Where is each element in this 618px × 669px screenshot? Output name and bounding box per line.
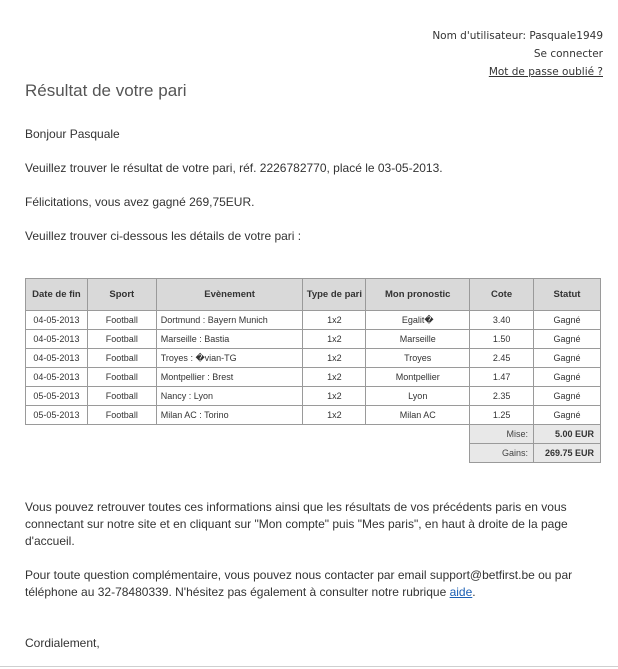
info-paragraph: Vous pouvez retrouver toutes ces informations ainsi que les résultats de vos précédents paris en vous connectant sur notre site et en cliquant sur "Mon compte" puis "Mes paris", en haut à droite de la page d'accueil. bbox=[25, 500, 568, 548]
account-box bbox=[432, 27, 603, 81]
stake-value: 5.00 EUR bbox=[534, 425, 601, 444]
cell-event: Dortmund : Bayern Munich bbox=[156, 311, 303, 330]
cell-pick: Marseille bbox=[366, 330, 470, 349]
cell-odds: 1.47 bbox=[470, 368, 534, 387]
cell-type: 1x2 bbox=[303, 406, 366, 425]
cell-type: 1x2 bbox=[303, 349, 366, 368]
winnings-label: Gains: bbox=[470, 444, 534, 463]
cell-status: Gagné bbox=[534, 349, 601, 368]
cell-type: 1x2 bbox=[303, 368, 366, 387]
username-label: Nom d'utilisateur: Pasquale1949 bbox=[432, 30, 603, 42]
cell-pick: Egalit� bbox=[366, 311, 470, 330]
cell-event: Troyes : �vian-TG bbox=[156, 349, 303, 368]
winnings-value: 269.75 EUR bbox=[534, 444, 601, 463]
col-date-header: Date de fin bbox=[26, 279, 88, 311]
cell-odds: 2.45 bbox=[470, 349, 534, 368]
contact-text-end: . bbox=[472, 585, 476, 599]
cell-odds: 3.40 bbox=[470, 311, 534, 330]
table-row bbox=[26, 368, 601, 387]
stake-label: Mise: bbox=[470, 425, 534, 444]
cell-status: Gagné bbox=[534, 311, 601, 330]
contact-paragraph bbox=[25, 567, 600, 601]
col-event-header: Evènement bbox=[156, 279, 303, 311]
forgot-password-link[interactable]: Mot de passe oublié ? bbox=[488, 66, 603, 78]
cell-sport: Football bbox=[87, 311, 156, 330]
table-header-row bbox=[26, 279, 601, 311]
cell-date: 04-05-2013 bbox=[26, 311, 88, 330]
greeting: Bonjour Pasquale bbox=[25, 127, 120, 141]
cell-status: Gagné bbox=[534, 406, 601, 425]
cell-status: Gagné bbox=[534, 368, 601, 387]
cell-odds: 2.35 bbox=[470, 387, 534, 406]
cell-event: Montpellier : Brest bbox=[156, 368, 303, 387]
cell-pick: Milan AC bbox=[366, 406, 470, 425]
cell-sport: Football bbox=[87, 406, 156, 425]
winnings-row bbox=[26, 444, 601, 463]
cell-pick: Troyes bbox=[366, 349, 470, 368]
cell-sport: Football bbox=[87, 368, 156, 387]
closing-line: Cordialement, bbox=[25, 636, 100, 650]
cell-date: 04-05-2013 bbox=[26, 349, 88, 368]
cell-type: 1x2 bbox=[303, 330, 366, 349]
cell-date: 05-05-2013 bbox=[26, 406, 88, 425]
cell-odds: 1.50 bbox=[470, 330, 534, 349]
table-row bbox=[26, 311, 601, 330]
login-link[interactable]: Se connecter bbox=[533, 48, 603, 60]
cell-pick: Montpellier bbox=[366, 368, 470, 387]
help-link[interactable]: aide bbox=[449, 585, 473, 599]
cell-date: 04-05-2013 bbox=[26, 368, 88, 387]
cell-date: 04-05-2013 bbox=[26, 330, 88, 349]
cell-status: Gagné bbox=[534, 387, 601, 406]
cell-sport: Football bbox=[87, 330, 156, 349]
cell-type: 1x2 bbox=[303, 311, 366, 330]
col-sport-header: Sport bbox=[87, 279, 156, 311]
bet-reference-line: Veuillez trouver le résultat de votre pari, réf. 2226782770, placé le 03-05-2013. bbox=[25, 161, 443, 175]
col-pick-header: Mon pronostic bbox=[366, 279, 470, 311]
col-status-header: Statut bbox=[534, 279, 601, 311]
details-intro-line: Veuillez trouver ci-dessous les détails de votre pari : bbox=[25, 229, 302, 243]
cell-type: 1x2 bbox=[303, 387, 366, 406]
col-type-header: Type de pari bbox=[303, 279, 366, 311]
cell-odds: 1.25 bbox=[470, 406, 534, 425]
cell-event: Nancy : Lyon bbox=[156, 387, 303, 406]
cell-status: Gagné bbox=[534, 330, 601, 349]
page-title: Résultat de votre pari bbox=[25, 81, 187, 100]
table-row bbox=[26, 406, 601, 425]
cell-pick: Lyon bbox=[366, 387, 470, 406]
bet-details-table bbox=[25, 278, 601, 463]
cell-sport: Football bbox=[87, 387, 156, 406]
congratulations-line: Félicitations, vous avez gagné 269,75EUR. bbox=[25, 195, 255, 209]
table-row bbox=[26, 349, 601, 368]
cell-date: 05-05-2013 bbox=[26, 387, 88, 406]
cell-event: Milan AC : Torino bbox=[156, 406, 303, 425]
bottom-divider bbox=[0, 666, 618, 667]
col-odds-header: Cote bbox=[470, 279, 534, 311]
stake-row bbox=[26, 425, 601, 444]
contact-text: Pour toute question complémentaire, vous pouvez nous contacter par email support@betfirst.be ou par téléphone au 32-78480339. N'hésitez pas également à consulter notre rubrique bbox=[25, 568, 573, 599]
table-row bbox=[26, 330, 601, 349]
cell-event: Marseille : Bastia bbox=[156, 330, 303, 349]
table-row bbox=[26, 387, 601, 406]
cell-sport: Football bbox=[87, 349, 156, 368]
